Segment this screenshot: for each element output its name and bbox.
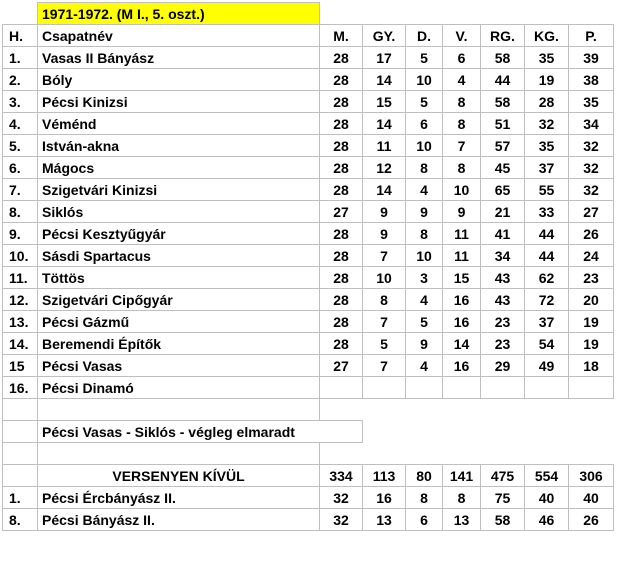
cell-gy: 8 [363, 289, 406, 311]
cell-pos: 14. [3, 333, 38, 355]
cell-p: 19 [569, 333, 614, 355]
total-gy: 113 [363, 465, 406, 487]
cell-kg: 28 [525, 91, 569, 113]
cell-rg: 43 [481, 267, 525, 289]
cell-p: 35 [569, 91, 614, 113]
cell-pos: 6. [3, 157, 38, 179]
cell-m: 28 [320, 179, 363, 201]
cell-p: 27 [569, 201, 614, 223]
cell-team: Töttös [38, 267, 320, 289]
header-d: D. [406, 25, 443, 47]
cell-gy: 7 [363, 245, 406, 267]
table-row [3, 47, 614, 69]
table-row [3, 157, 614, 179]
cell-m: 32 [320, 487, 363, 509]
cell-d: 5 [406, 311, 443, 333]
total-m: 334 [320, 465, 363, 487]
cell-m: 28 [320, 47, 363, 69]
cell-gy: 14 [363, 113, 406, 135]
cell-team: Pécsi Kinizsi [38, 91, 320, 113]
cell-gy: 17 [363, 47, 406, 69]
cell-rg: 45 [481, 157, 525, 179]
cell-kg: 40 [525, 487, 569, 509]
cell-m: 27 [320, 355, 363, 377]
cell-v: 4 [443, 69, 481, 91]
cell-p: 32 [569, 135, 614, 157]
cell-rg: 58 [481, 91, 525, 113]
cell-gy: 14 [363, 69, 406, 91]
cell-pos: 12. [3, 289, 38, 311]
cell-v: 16 [443, 289, 481, 311]
cell-pos: 8. [3, 201, 38, 223]
cancelled-match-note: Pécsi Vasas - Siklós - végleg elmaradt [38, 421, 363, 443]
cell-p: 38 [569, 69, 614, 91]
cell-gy: 14 [363, 179, 406, 201]
standings-table [2, 2, 614, 531]
cell-team: István-akna [38, 135, 320, 157]
table-row [3, 179, 614, 201]
cell-gy: 11 [363, 135, 406, 157]
cell-rg: 51 [481, 113, 525, 135]
cell-gy: 9 [363, 223, 406, 245]
cell-m: 28 [320, 135, 363, 157]
empty-cell-pos [3, 399, 38, 421]
cell-d [406, 377, 443, 399]
empty-cell-team [38, 399, 320, 421]
cell-p: 18 [569, 355, 614, 377]
cell-m: 28 [320, 91, 363, 113]
cell-rg: 21 [481, 201, 525, 223]
cell-kg: 62 [525, 267, 569, 289]
outside-competition-label: VERSENYEN KÍVÜL [38, 465, 320, 487]
cell-pos: 1. [3, 47, 38, 69]
header-m: M. [320, 25, 363, 47]
empty-cell-stats [320, 399, 614, 421]
header-team: Csapatnév [38, 25, 320, 47]
cell-v: 11 [443, 223, 481, 245]
cell-p: 34 [569, 113, 614, 135]
cell-kg: 72 [525, 289, 569, 311]
totals-row [3, 465, 614, 487]
cell-pos: 15 [3, 355, 38, 377]
cell-team: Sásdi Spartacus [38, 245, 320, 267]
cell-d: 4 [406, 289, 443, 311]
cell-d: 9 [406, 201, 443, 223]
cell-team: Pécsi Ércbányász II. [38, 487, 320, 509]
cell-pos: 3. [3, 91, 38, 113]
table-row [3, 377, 614, 399]
cell-v: 6 [443, 47, 481, 69]
cell-v [443, 377, 481, 399]
table-row [3, 355, 614, 377]
cell-rg: 23 [481, 311, 525, 333]
cell-v: 8 [443, 157, 481, 179]
table-row [3, 245, 614, 267]
total-d: 80 [406, 465, 443, 487]
cell-kg: 35 [525, 47, 569, 69]
cell-team: Pécsi Vasas [38, 355, 320, 377]
header-row [3, 25, 614, 47]
cell-p: 26 [569, 509, 614, 531]
table-row [3, 223, 614, 245]
cell-m: 28 [320, 157, 363, 179]
cell-kg: 44 [525, 245, 569, 267]
total-p: 306 [569, 465, 614, 487]
cell-rg: 29 [481, 355, 525, 377]
table-row [3, 289, 614, 311]
cell-gy: 13 [363, 509, 406, 531]
empty-cell-team [38, 443, 320, 465]
header-kg: KG. [525, 25, 569, 47]
cell-rg: 23 [481, 333, 525, 355]
cell-pos: 1. [3, 487, 38, 509]
cell-v: 8 [443, 487, 481, 509]
cell-m: 28 [320, 267, 363, 289]
cell-pos: 4. [3, 113, 38, 135]
header-pos: H. [3, 25, 38, 47]
table-row [3, 311, 614, 333]
cell-v: 10 [443, 179, 481, 201]
cell-rg: 43 [481, 289, 525, 311]
cell-kg: 37 [525, 311, 569, 333]
cell-d: 10 [406, 135, 443, 157]
table-row [3, 333, 614, 355]
cell-p: 32 [569, 157, 614, 179]
total-v: 141 [443, 465, 481, 487]
cell-p: 32 [569, 179, 614, 201]
table-row [3, 91, 614, 113]
cell-team: Szigetvári Cipőgyár [38, 289, 320, 311]
cell-m: 27 [320, 201, 363, 223]
cell-pos: 16. [3, 377, 38, 399]
cell-d: 10 [406, 69, 443, 91]
cell-gy: 15 [363, 91, 406, 113]
cell-p: 20 [569, 289, 614, 311]
cell-gy: 7 [363, 355, 406, 377]
note-row [3, 421, 614, 443]
cell-v: 9 [443, 201, 481, 223]
empty-row [3, 399, 614, 421]
cell-kg: 49 [525, 355, 569, 377]
cell-gy: 5 [363, 333, 406, 355]
cell-v: 14 [443, 333, 481, 355]
cell-kg: 19 [525, 69, 569, 91]
cell-team: Mágocs [38, 157, 320, 179]
empty-row [3, 443, 614, 465]
cell-kg: 33 [525, 201, 569, 223]
table-row [3, 113, 614, 135]
cell-d: 9 [406, 333, 443, 355]
empty-cell-pos [3, 443, 38, 465]
table-row [3, 487, 614, 509]
cell-v: 13 [443, 509, 481, 531]
cell-kg [525, 377, 569, 399]
cell-v: 8 [443, 91, 481, 113]
table-row [3, 135, 614, 157]
cell-d: 4 [406, 355, 443, 377]
title-spacer-cell [3, 3, 38, 25]
cell-team: Beremendi Építők [38, 333, 320, 355]
cell-m: 28 [320, 289, 363, 311]
cell-kg: 44 [525, 223, 569, 245]
cell-pos: 8. [3, 509, 38, 531]
cell-d: 5 [406, 47, 443, 69]
note-cell-pos [3, 421, 38, 443]
total-kg: 554 [525, 465, 569, 487]
cell-p: 19 [569, 311, 614, 333]
cell-m: 28 [320, 245, 363, 267]
cell-p: 26 [569, 223, 614, 245]
cell-v: 11 [443, 245, 481, 267]
cell-d: 8 [406, 157, 443, 179]
cell-gy: 12 [363, 157, 406, 179]
cell-p [569, 377, 614, 399]
cell-team: Szigetvári Kinizsi [38, 179, 320, 201]
table-row [3, 69, 614, 91]
cell-m [320, 377, 363, 399]
note-cell-rest [363, 421, 614, 443]
header-p: P. [569, 25, 614, 47]
cell-m: 28 [320, 311, 363, 333]
cell-d: 5 [406, 91, 443, 113]
cell-pos: 9. [3, 223, 38, 245]
cell-pos: 7. [3, 179, 38, 201]
cell-team: Pécsi Kesztyűgyár [38, 223, 320, 245]
cell-p: 24 [569, 245, 614, 267]
header-v: V. [443, 25, 481, 47]
cell-pos: 5. [3, 135, 38, 157]
cell-kg: 54 [525, 333, 569, 355]
cell-kg: 46 [525, 509, 569, 531]
cell-m: 32 [320, 509, 363, 531]
header-rg: RG. [481, 25, 525, 47]
cell-pos: 11. [3, 267, 38, 289]
title-row [3, 3, 614, 25]
cell-m: 28 [320, 113, 363, 135]
cell-team: Pécsi Gázmű [38, 311, 320, 333]
cell-team: Vasas II Bányász [38, 47, 320, 69]
cell-d: 3 [406, 267, 443, 289]
cell-pos: 10. [3, 245, 38, 267]
cell-v: 16 [443, 311, 481, 333]
table-row [3, 509, 614, 531]
cell-m: 28 [320, 333, 363, 355]
cell-team: Bóly [38, 69, 320, 91]
cell-d: 10 [406, 245, 443, 267]
cell-kg: 37 [525, 157, 569, 179]
cell-pos: 2. [3, 69, 38, 91]
cell-d: 8 [406, 223, 443, 245]
cell-rg: 58 [481, 47, 525, 69]
cell-p: 40 [569, 487, 614, 509]
cell-rg: 65 [481, 179, 525, 201]
cell-gy [363, 377, 406, 399]
cell-p: 39 [569, 47, 614, 69]
cell-gy: 9 [363, 201, 406, 223]
cell-rg: 34 [481, 245, 525, 267]
cell-v: 16 [443, 355, 481, 377]
total-rg: 475 [481, 465, 525, 487]
totals-cell-pos [3, 465, 38, 487]
cell-gy: 7 [363, 311, 406, 333]
cell-rg: 75 [481, 487, 525, 509]
cell-v: 15 [443, 267, 481, 289]
season-title: 1971-1972. (M I., 5. oszt.) [38, 3, 320, 25]
cell-p: 23 [569, 267, 614, 289]
cell-d: 6 [406, 509, 443, 531]
header-gy: GY. [363, 25, 406, 47]
cell-team: Véménd [38, 113, 320, 135]
cell-m: 28 [320, 223, 363, 245]
cell-rg: 44 [481, 69, 525, 91]
cell-rg: 41 [481, 223, 525, 245]
cell-pos: 13. [3, 311, 38, 333]
empty-cell-stats [320, 443, 614, 465]
cell-v: 8 [443, 113, 481, 135]
table-row [3, 267, 614, 289]
cell-gy: 16 [363, 487, 406, 509]
cell-team: Siklós [38, 201, 320, 223]
cell-kg: 35 [525, 135, 569, 157]
title-empty-cell [320, 3, 614, 25]
cell-d: 6 [406, 113, 443, 135]
cell-kg: 32 [525, 113, 569, 135]
cell-kg: 55 [525, 179, 569, 201]
cell-v: 7 [443, 135, 481, 157]
cell-team: Pécsi Dinamó [38, 377, 320, 399]
cell-d: 8 [406, 487, 443, 509]
cell-d: 4 [406, 179, 443, 201]
table-row [3, 201, 614, 223]
cell-team: Pécsi Bányász II. [38, 509, 320, 531]
cell-gy: 10 [363, 267, 406, 289]
cell-rg: 58 [481, 509, 525, 531]
cell-m: 28 [320, 69, 363, 91]
cell-rg [481, 377, 525, 399]
cell-rg: 57 [481, 135, 525, 157]
